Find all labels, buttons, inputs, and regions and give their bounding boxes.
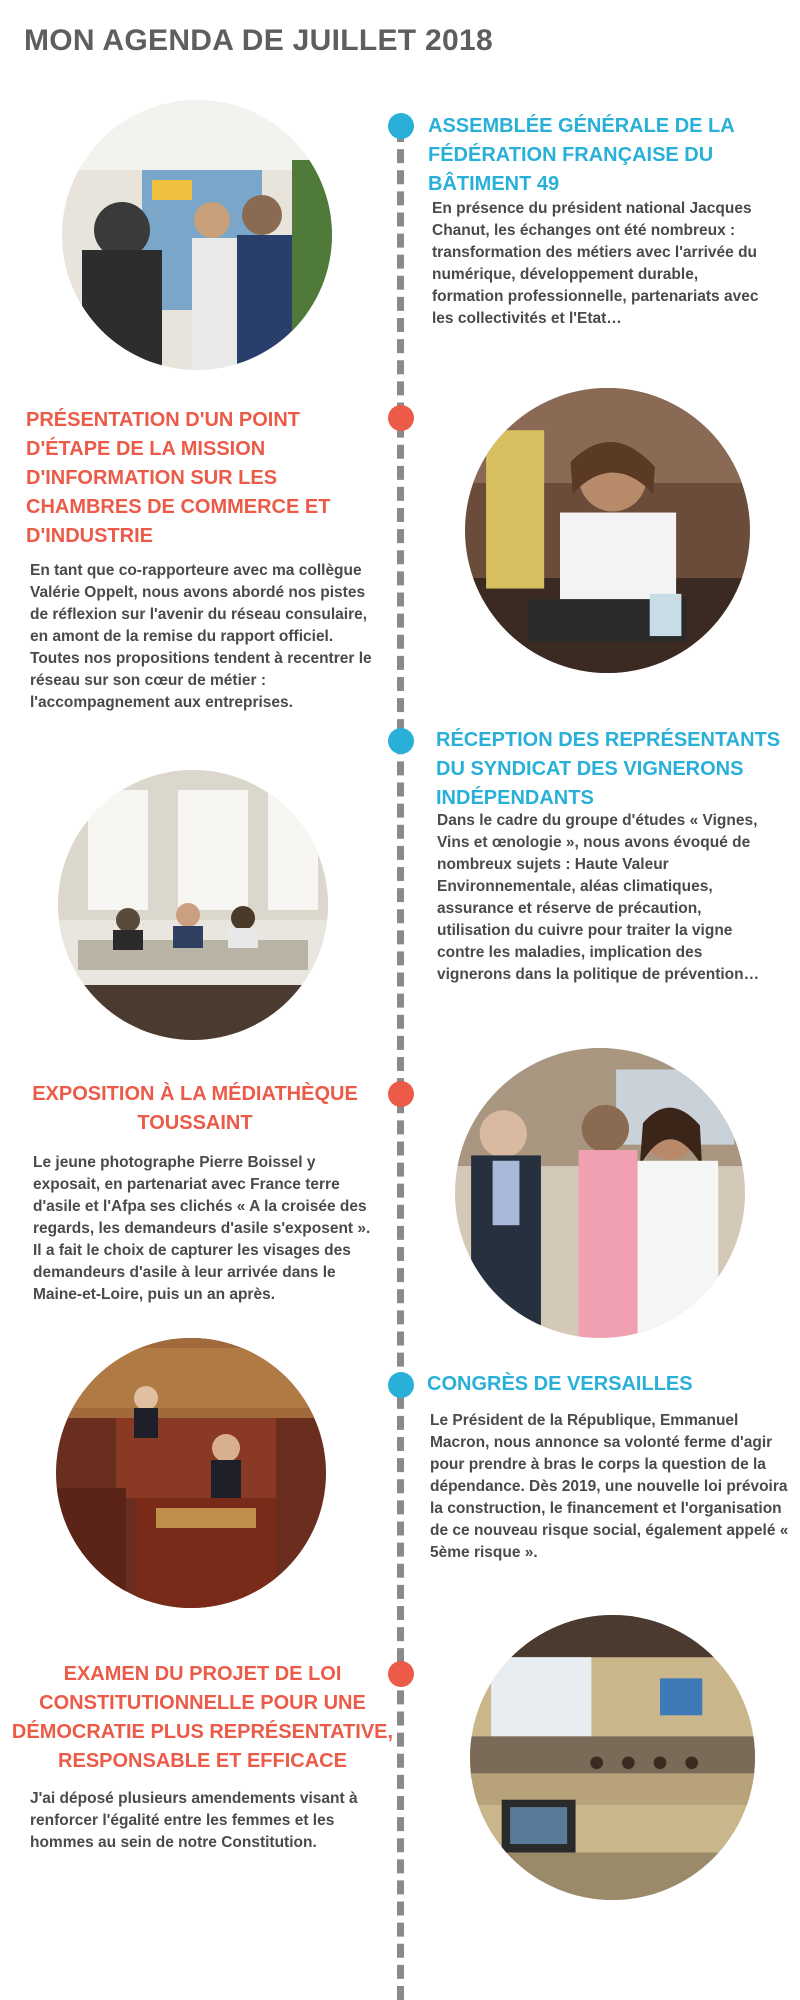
congress-photo: [56, 1338, 326, 1608]
page-title: MON AGENDA DE JUILLET 2018: [24, 24, 493, 57]
timeline-dot: [388, 113, 414, 139]
event-heading: CONGRÈS DE VERSAILLES: [427, 1373, 693, 1395]
event-description: Le Président de la République, Emmanuel Macron, nous annonce sa volonté ferme d'agir pour prendre à bras le corps la question de la dépendance. Dès 2019, une nouvelle loi prévoira la construction, le financement et l'organisation de ce nouveau risque social, également appelé « 5ème risque ».: [430, 1412, 789, 1561]
timeline-dot: [388, 1372, 414, 1398]
meeting-room-photo: [58, 770, 328, 1040]
exhibition-photo: [455, 1048, 745, 1338]
event-description: Le jeune photographe Pierre Boissel y exposait, en partenariat avec France terre d'asile et l'Afpa ses clichés « A la croisée des regards, les demandeurs d'asile s'exposent ». Il a fait le choix de capturer les visages des demandeurs d'asile à leur arrivée dans le Maine-et-Loire, puis un an après.: [33, 1154, 371, 1303]
speaker-photo: [465, 388, 750, 673]
timeline-dot: [388, 728, 414, 754]
event-description: J'ai déposé plusieurs amendements visant à renforcer l'égalité entre les femmes et les hommes au sein de notre Constitution.: [30, 1790, 358, 1851]
event-heading: RÉCEPTION DES REPRÉSENTANTS DU SYNDICAT DES VIGNERONS INDÉPENDANTS: [436, 729, 781, 809]
committee-photo: [470, 1615, 755, 1900]
event-description: En présence du président national Jacques Chanut, les échanges ont été nombreux : transformation des métiers avec l'arrivée du numérique, développement durable, formation professionnelle, partenariats avec les collectivités et l'Etat…: [432, 200, 759, 327]
event-description: Dans le cadre du groupe d'études « Vignes, Vins et œnologie », nous avons évoqué de nombreux sujets : Haute Valeur Environnementale, aléas climatiques, assurance et réserve de précaution, utilisation du cuivre pour traiter la vigne contre les maladies, implication des vignerons dans la politique de prévention…: [437, 812, 760, 983]
timeline-dot: [388, 405, 414, 431]
event-heading: PRÉSENTATION D'UN POINT D'ÉTAPE DE LA MISSION D'INFORMATION SUR LES CHAMBRES DE COMMERCE ET D'INDUSTRIE: [26, 409, 331, 547]
reception-photo: [62, 100, 332, 370]
timeline-dot: [388, 1081, 414, 1107]
event-heading: EXAMEN DU PROJET DE LOI CONSTITUTIONNELLE POUR UNE DÉMOCRATIE PLUS REPRÉSENTATIVE, RESPONSABLE ET EFFICACE: [11, 1663, 394, 1772]
event-heading: ASSEMBLÉE GÉNÉRALE DE LA FÉDÉRATION FRANÇAISE DU BÂTIMENT 49: [428, 115, 734, 195]
event-description: En tant que co-rapporteure avec ma collègue Valérie Oppelt, nous avons abordé nos pistes de réflexion sur l'avenir du réseau consulaire, en amont de la remise du rapport officiel. Toutes nos propositions tendent à recentrer le réseau sur son cœur de métier : l'accompagnement aux entreprises.: [30, 562, 372, 711]
event-heading: EXPOSITION À LA MÉDIATHÈQUE TOUSSAINT: [32, 1083, 358, 1134]
